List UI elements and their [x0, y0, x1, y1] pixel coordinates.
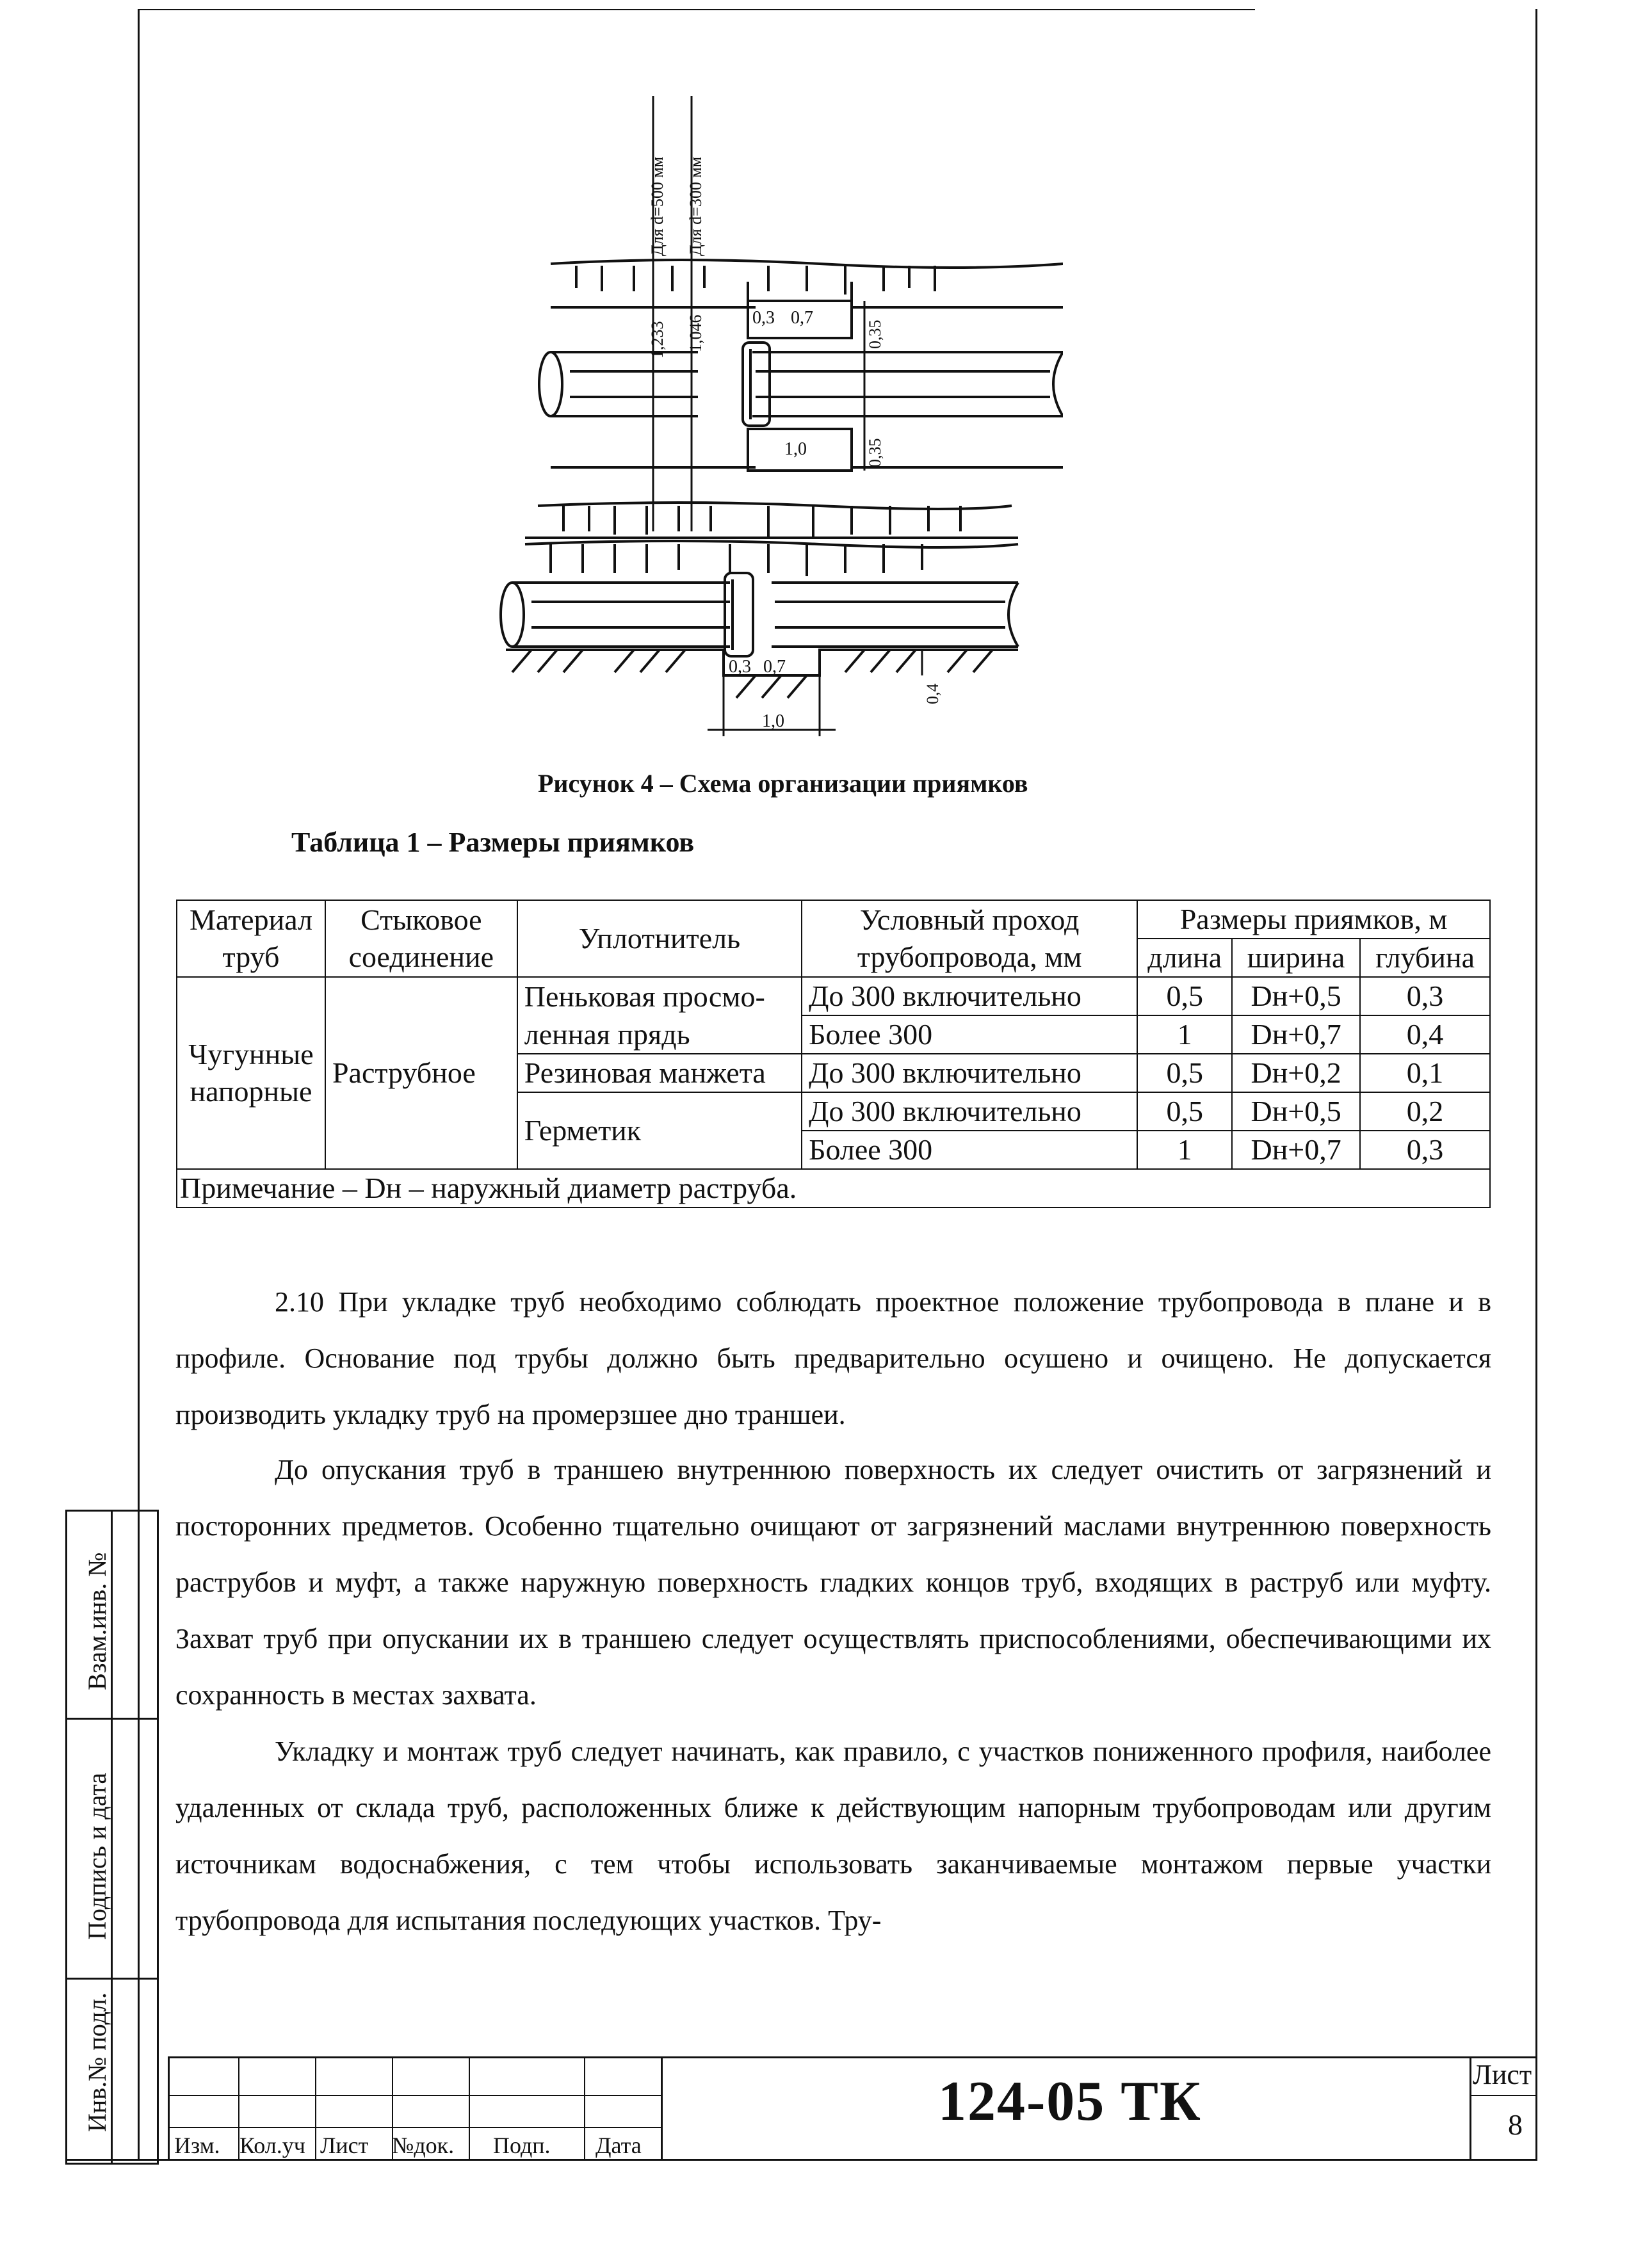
- table-header-row: [177, 900, 1490, 939]
- cell-length: 1: [1137, 1015, 1232, 1054]
- label-03: 0,3: [752, 308, 775, 328]
- label-1046: 1,046: [686, 314, 705, 352]
- cell-length: 0,5: [1137, 1092, 1232, 1131]
- tb-col-ndok: №док.: [392, 2133, 455, 2158]
- cell-joint: Раструбное: [325, 977, 517, 1169]
- cell-length: 1: [1137, 1131, 1232, 1169]
- figure-caption: Рисунок 4 – Схема организации приямков: [538, 769, 1028, 798]
- cell-diameter: До 300 включительно: [802, 977, 1137, 1015]
- cell-seal-hemp-1: Пеньковая просмо-: [517, 977, 802, 1015]
- cell-seal-rubber: Резиновая манжета: [517, 1054, 802, 1092]
- paragraph-lowering: До опускания труб в траншею внутреннюю поверхность их следует очистить от загрязнений и посторонних предметов. Особенно тщательно очищают от загрязнений маслами внутреннюю поверхность раструбов и муфт, а также наружную поверхность гладких концов труб, входящих в раструб или муфту. Захват труб при опускании их в траншею следует осуществлять приспособлениями, обеспечивающими их сохранность в местах захвата.: [175, 1454, 1491, 1711]
- header-diameter: Условный проход трубопровода, мм: [802, 900, 1137, 977]
- cell-length: 0,5: [1137, 977, 1232, 1015]
- trench-pit-diagram: [487, 96, 1063, 762]
- document-number: 124-05 ТК: [938, 2070, 1202, 2133]
- cell-material: Чугунные напорные: [177, 977, 325, 1169]
- header-seal: Уплотнитель: [517, 900, 802, 977]
- header-width: ширина: [1232, 939, 1360, 977]
- label-1233: 1,233: [648, 321, 667, 359]
- header-joint: Стыковое соединение: [325, 900, 517, 977]
- cell-width: Dн+0,7: [1232, 1131, 1360, 1169]
- cell-seal-sealant: Герметик: [517, 1092, 802, 1169]
- table-note: Примечание – Dн – наружный диаметр раструба.: [177, 1169, 1490, 1207]
- cell-length: 0,5: [1137, 1054, 1232, 1092]
- cell-width: Dн+0,5: [1232, 1092, 1360, 1131]
- cell-diameter: До 300 включительно: [802, 1054, 1137, 1092]
- paragraph-2-10: 2.10 При укладке труб необходимо соблюдать проектное положение трубопровода в плане и в профиле. Основание под трубы должно быть предварительно осушено и очищено. Не допускается производить укладку труб на промерзшее дно траншеи.: [175, 1286, 1491, 1430]
- side-stamp-replace: [65, 1510, 159, 1720]
- header-length: длина: [1137, 939, 1232, 977]
- cell-diameter: Более 300: [802, 1015, 1137, 1054]
- cell-seal-hemp-2: ленная прядь: [517, 1015, 802, 1054]
- cell-depth: 0,1: [1360, 1054, 1490, 1092]
- cell-diameter: До 300 включительно: [802, 1092, 1137, 1131]
- label-035b: 0,35: [866, 438, 884, 467]
- sheet-number: 8: [1508, 2108, 1523, 2141]
- tb-col-izm: Изм.: [174, 2133, 220, 2158]
- cell-depth: 0,4: [1360, 1015, 1490, 1054]
- header-material: Материал труб: [177, 900, 325, 977]
- pit-dimensions-table: [176, 900, 1491, 1208]
- side-stamp-inv: [65, 1978, 159, 2165]
- frame-bottom: [65, 2159, 1537, 2161]
- side-sign-date: Подпись и дата: [83, 1772, 111, 1940]
- table-title: Таблица 1 – Размеры приямков: [291, 827, 695, 858]
- tb-col-list: Лист: [320, 2133, 369, 2158]
- cell-depth: 0,3: [1360, 1131, 1490, 1169]
- side-inv-orig: Инв.№ подл.: [83, 1992, 111, 2132]
- cell-width: Dн+0,5: [1232, 977, 1360, 1015]
- label-035a: 0,35: [866, 319, 884, 349]
- label-07: 0,7: [791, 308, 813, 328]
- label-d300: Для d=300 мм: [686, 156, 705, 256]
- label-04: 0,4: [923, 683, 942, 704]
- label-10: 1,0: [784, 439, 807, 459]
- cell-depth: 0,2: [1360, 1092, 1490, 1131]
- header-sizes: Размеры приямков, м: [1137, 900, 1490, 939]
- cell-depth: 0,3: [1360, 977, 1490, 1015]
- tb-col-podp: Подп.: [493, 2133, 551, 2158]
- table-note-row: [177, 1169, 1490, 1207]
- cell-diameter: Более 300: [802, 1131, 1137, 1169]
- cell-width: Dн+0,7: [1232, 1015, 1360, 1054]
- side-replace-inv: Взам.инв. №: [83, 1552, 111, 1690]
- header-depth: глубина: [1360, 939, 1490, 977]
- label-07b: 0,7: [763, 657, 786, 677]
- titleblock-top: [168, 2056, 1537, 2058]
- paragraph-laying: Укладку и монтаж труб следует начинать, как правило, с участков пониженного профиля, наиболее удаленных от склада труб, расположенных ближе к действующим напорным трубопроводам или другим источникам водоснабжения, с тем чтобы использовать заканчиваемые монтажом первые участки трубопровода для испытания последующих участков. Тру-: [175, 1736, 1491, 1936]
- tb-col-koluch: Кол.уч: [239, 2133, 305, 2158]
- cell-width: Dн+0,2: [1232, 1054, 1360, 1092]
- frame-top: [138, 9, 1255, 10]
- frame-right: [1535, 9, 1537, 2160]
- table-row: [177, 977, 1490, 1015]
- sheet-label: Лист: [1473, 2059, 1532, 2090]
- side-stamp-sign: [65, 1718, 159, 1980]
- tb-col-data: Дата: [595, 2133, 642, 2158]
- label-10b: 1,0: [762, 711, 784, 731]
- label-d500: Для d=500 мм: [648, 156, 667, 256]
- label-03b: 0,3: [729, 657, 751, 677]
